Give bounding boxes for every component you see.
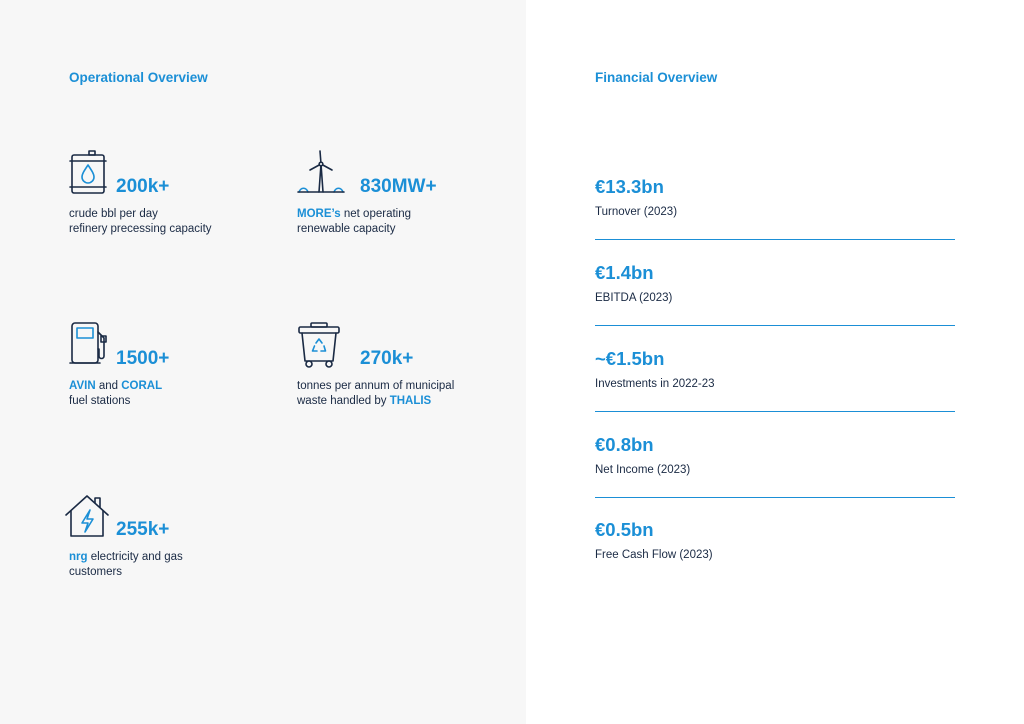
fin-label: Free Cash Flow (2023) bbox=[595, 549, 713, 561]
stat-municipal-waste bbox=[297, 322, 497, 432]
fin-item-ebitda bbox=[595, 262, 955, 348]
stat-fuel-stations bbox=[69, 322, 269, 432]
fin-value: €0.5bn bbox=[595, 519, 654, 540]
stat-value: 830MW+ bbox=[360, 176, 437, 197]
fin-value: €13.3bn bbox=[595, 176, 664, 197]
stat-value: 200k+ bbox=[116, 176, 170, 197]
fin-label: Turnover (2023) bbox=[595, 206, 678, 218]
fuel-pump-icon bbox=[69, 322, 109, 370]
stat-value: 255k+ bbox=[116, 519, 170, 540]
fin-item-free-cash-flow bbox=[595, 519, 955, 605]
stat-nrg-customers bbox=[64, 493, 264, 603]
oil-barrel-icon bbox=[69, 150, 109, 198]
stat-description: AVIN and CORAL fuel stations bbox=[69, 380, 163, 407]
stat-description: tonnes per annum of municipal waste handled by THALIS bbox=[297, 380, 455, 407]
stat-description: nrg electricity and gas customers bbox=[69, 551, 183, 578]
divider bbox=[595, 497, 955, 498]
stat-value: 1500+ bbox=[116, 348, 170, 369]
stat-renewable-capacity bbox=[297, 150, 497, 260]
operational-overview-title: Operational Overview bbox=[69, 70, 208, 85]
stat-description: crude bbl per day refinery precessing capacity bbox=[69, 208, 212, 235]
fin-item-turnover bbox=[595, 176, 955, 262]
stat-value: 270k+ bbox=[360, 348, 414, 369]
fin-label: Investments in 2022-23 bbox=[595, 378, 715, 390]
fin-label: EBITDA (2023) bbox=[595, 292, 673, 304]
fin-label: Net Income (2023) bbox=[595, 464, 691, 476]
divider bbox=[595, 325, 955, 326]
fin-value: €1.4bn bbox=[595, 262, 654, 283]
brand-avin: AVIN bbox=[69, 380, 96, 392]
brand-more: MORE’s bbox=[297, 208, 341, 220]
stat-refinery-capacity bbox=[69, 150, 269, 260]
fin-item-net-income bbox=[595, 434, 955, 520]
divider bbox=[595, 239, 955, 240]
divider bbox=[595, 411, 955, 412]
fin-value: €0.8bn bbox=[595, 434, 654, 455]
house-electricity-icon bbox=[64, 493, 110, 541]
fin-item-investments bbox=[595, 348, 955, 434]
fin-value: ~€1.5bn bbox=[595, 348, 665, 369]
brand-coral: CORAL bbox=[121, 380, 163, 392]
stat-description: MORE’s net operating renewable capacity bbox=[297, 208, 412, 235]
brand-nrg: nrg bbox=[69, 551, 88, 563]
recycling-bin-icon bbox=[297, 322, 341, 370]
financial-panel bbox=[526, 0, 1024, 724]
wind-turbine-icon bbox=[297, 150, 345, 198]
brand-thalis: THALIS bbox=[389, 395, 432, 407]
financial-overview-title: Financial Overview bbox=[595, 70, 718, 85]
